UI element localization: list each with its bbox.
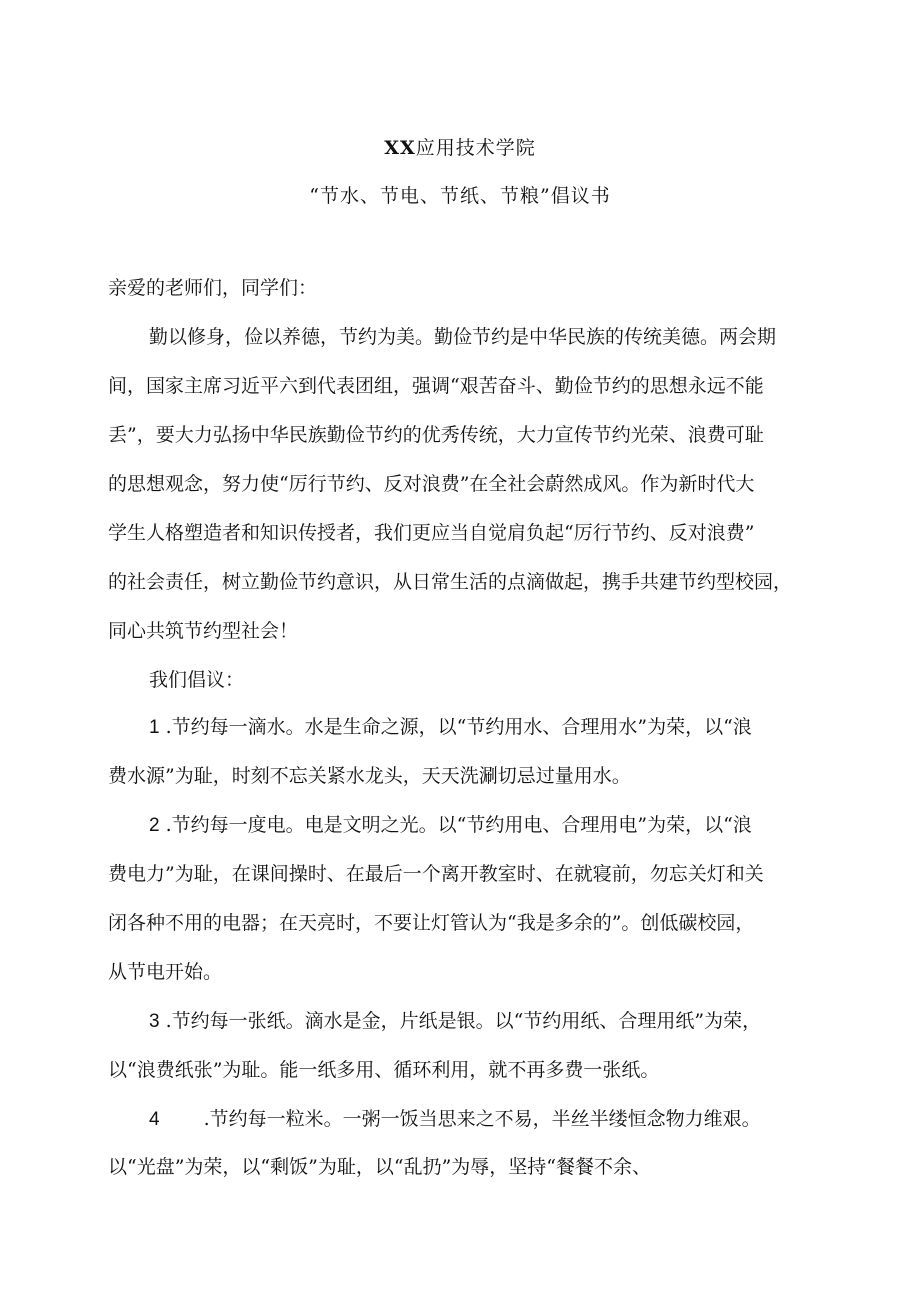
- proposal-item-2-line: 费电力”为耻，在课间操时、在最后一个离开教室时、在就寝前，勿忘关灯和关: [108, 863, 764, 885]
- item-number: 2: [149, 815, 160, 836]
- proposal-item-4-line: [149, 1107, 761, 1132]
- item-text: .节约每一滴水。水是生命之源，以“节约用水、合理用水”为荣，以“浪: [165, 716, 752, 738]
- document-subtitle: “节水、节电、节纸、节粮”倡议书: [309, 185, 611, 207]
- institution-prefix: XX: [384, 137, 416, 159]
- proposal-item-2-line: 从节电开始。: [108, 961, 223, 983]
- proposal-item-4-line: 以“光盘”为荣，以“剩饭”为耻，以“乱扔”为辱，坚持“餐餐不余、: [108, 1156, 651, 1178]
- item-number: 1: [149, 717, 160, 738]
- document-title: [0, 133, 920, 160]
- intro-line: 的社会责任，树立勤俭节约意识，从日常生活的点滴做起，携手共建节约型校园，: [108, 571, 793, 593]
- item-text: .节约每一粒米。一粥一饭当思来之不易，半丝半缕恒念物力维艰。: [203, 1108, 761, 1130]
- proposal-item-1-line: [149, 715, 752, 740]
- intro-line: 的思想观念，努力使“厉行节约、反对浪费”在全社会蔚然成风。作为新时代大: [108, 473, 755, 495]
- proposal-item-3-line: 以“浪费纸张”为耻。能一纸多用、循环利用，就不再多费一张纸。: [108, 1059, 660, 1081]
- item-number: 3: [149, 1011, 160, 1032]
- salutation: 亲爱的老师们，同学们：: [108, 277, 318, 299]
- item-text: .节约每一张纸。滴水是金，片纸是银。以“节约用纸、合理用纸”为荣，: [165, 1010, 762, 1032]
- proposal-item-1-line: 费水源”为耻，时刻不忘关紧水龙头，天天洗涮切忌过量用水。: [108, 765, 631, 787]
- intro-line: 丢”，要大力弘扬中华民族勤俭节约的优秀传统，大力宣传节约光荣、浪费可耻: [108, 424, 764, 446]
- intro-line: 勤以修身，俭以养德，节约为美。勤俭节约是中华民族的传统美德。两会期: [149, 326, 777, 348]
- proposal-item-2-line: [149, 813, 752, 838]
- proposal-item-2-line: 闭各种不用的电器；在天亮时，不要让灯管认为“我是多余的”。创低碳校园，: [108, 912, 755, 934]
- item-text: .节约每一度电。电是文明之光。以“节约用电、合理用电”为荣，以“浪: [165, 814, 752, 836]
- intro-line: 学生人格塑造者和知识传授者，我们更应当自觉肩负起“厉行节约、反对浪费”: [108, 522, 755, 544]
- intro-line: 同心共筑节约型社会！: [108, 620, 299, 642]
- institution-name: 应用技术学院: [415, 137, 536, 159]
- proposal-item-3-line: [149, 1009, 761, 1034]
- item-number: 4: [149, 1109, 160, 1130]
- intro-line: 间，国家主席习近平六到代表团组，强调“艰苦奋斗、勤俭节约的思想永远不能: [108, 375, 764, 397]
- proposal-heading: 我们倡议：: [149, 669, 245, 691]
